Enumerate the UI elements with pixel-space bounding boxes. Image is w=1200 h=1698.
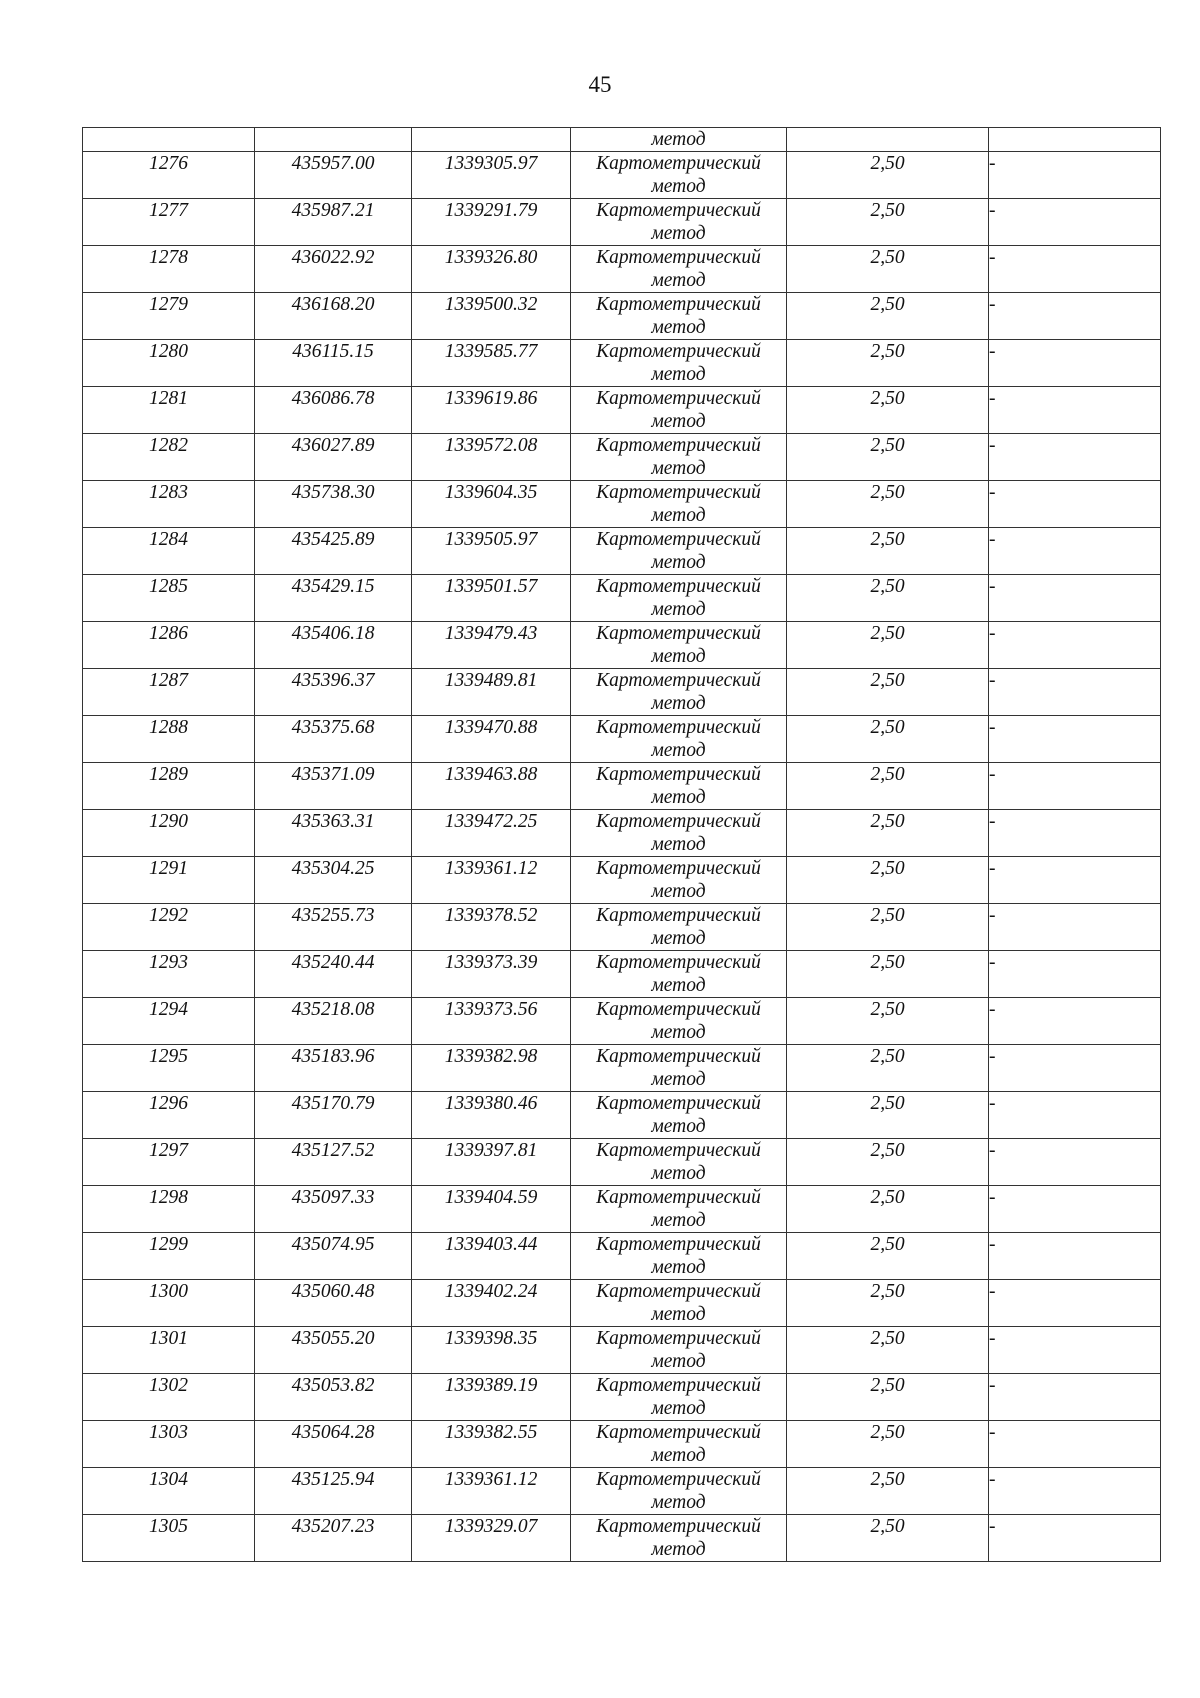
table-row <box>83 481 1161 528</box>
method-line-1: Картометрический <box>596 1375 761 1396</box>
accuracy-cell: 2,50 <box>787 1374 989 1421</box>
table-row <box>83 528 1161 575</box>
y-coordinate-cell: 1339403.44 <box>412 1233 571 1280</box>
x-coordinate-cell: 435987.21 <box>255 199 412 246</box>
note-cell: - <box>989 293 1161 340</box>
note-cell: - <box>989 716 1161 763</box>
method-line-1: Картометрический <box>596 764 761 785</box>
note-cell: - <box>989 1233 1161 1280</box>
table-row <box>83 387 1161 434</box>
method-line-2: метод <box>651 1539 706 1560</box>
table-row <box>83 246 1161 293</box>
y-coordinate-cell: 1339291.79 <box>412 199 571 246</box>
table-row <box>83 1233 1161 1280</box>
method-cell <box>571 575 787 622</box>
method-line-2: метод <box>651 1163 706 1184</box>
method-cell <box>571 951 787 998</box>
table-row <box>83 434 1161 481</box>
method-cell <box>571 152 787 199</box>
method-line-1: Картометрический <box>596 1187 761 1208</box>
x-coordinate-cell: 435170.79 <box>255 1092 412 1139</box>
table-row <box>83 152 1161 199</box>
method-line-2: метод <box>651 1304 706 1325</box>
note-cell: - <box>989 340 1161 387</box>
method-line-1: Картометрический <box>596 1046 761 1067</box>
method-cell <box>571 1280 787 1327</box>
method-line-1: Картометрический <box>596 1234 761 1255</box>
y-coordinate-cell: 1339373.39 <box>412 951 571 998</box>
method-cell <box>571 1421 787 1468</box>
point-number-cell: 1276 <box>83 152 255 199</box>
note-cell: - <box>989 763 1161 810</box>
table-row <box>83 622 1161 669</box>
method-line-2: метод <box>651 458 706 479</box>
table-row <box>83 857 1161 904</box>
accuracy-cell: 2,50 <box>787 152 989 199</box>
method-line-2: метод <box>651 693 706 714</box>
x-coordinate-cell: 435127.52 <box>255 1139 412 1186</box>
y-coordinate-cell: 1339472.25 <box>412 810 571 857</box>
table-row <box>83 1515 1161 1562</box>
accuracy-cell: 2,50 <box>787 340 989 387</box>
accuracy-cell: 2,50 <box>787 1515 989 1562</box>
table-row <box>83 810 1161 857</box>
y-coordinate-cell: 1339380.46 <box>412 1092 571 1139</box>
note-cell: - <box>989 387 1161 434</box>
method-line-2: метод <box>651 599 706 620</box>
accuracy-cell: 2,50 <box>787 1421 989 1468</box>
method-cell <box>571 763 787 810</box>
x-coordinate-cell: 435406.18 <box>255 622 412 669</box>
method-cell <box>571 340 787 387</box>
point-number-cell: 1281 <box>83 387 255 434</box>
method-cell <box>571 528 787 575</box>
note-cell: - <box>989 1045 1161 1092</box>
method-line-2: метод <box>651 176 706 197</box>
note-cell: - <box>989 246 1161 293</box>
x-coordinate-cell: 435957.00 <box>255 152 412 199</box>
point-number-cell: 1301 <box>83 1327 255 1374</box>
table-body <box>83 128 1161 1562</box>
method-line-1: Картометрический <box>596 1516 761 1537</box>
method-line-2: метод <box>651 411 706 432</box>
y-coordinate-cell: 1339361.12 <box>412 857 571 904</box>
x-coordinate-cell: 436022.92 <box>255 246 412 293</box>
method-cell <box>571 998 787 1045</box>
x-coordinate-cell: 435097.33 <box>255 1186 412 1233</box>
x-coordinate-cell: 435363.31 <box>255 810 412 857</box>
note-cell: - <box>989 998 1161 1045</box>
table-row <box>83 293 1161 340</box>
accuracy-cell: 2,50 <box>787 293 989 340</box>
note-cell: - <box>989 857 1161 904</box>
table-row <box>83 763 1161 810</box>
carryover-y-cell <box>412 128 571 152</box>
accuracy-cell: 2,50 <box>787 904 989 951</box>
method-line-2: метод <box>651 1210 706 1231</box>
point-number-cell: 1294 <box>83 998 255 1045</box>
carryover-accuracy-cell <box>787 128 989 152</box>
accuracy-cell: 2,50 <box>787 857 989 904</box>
accuracy-cell: 2,50 <box>787 1139 989 1186</box>
x-coordinate-cell: 436027.89 <box>255 434 412 481</box>
accuracy-cell: 2,50 <box>787 575 989 622</box>
note-cell: - <box>989 810 1161 857</box>
y-coordinate-cell: 1339326.80 <box>412 246 571 293</box>
method-line-1: Картометрический <box>596 1093 761 1114</box>
method-line-2: метод <box>651 787 706 808</box>
method-cell <box>571 481 787 528</box>
method-line-1: Картометрический <box>596 1422 761 1443</box>
point-number-cell: 1297 <box>83 1139 255 1186</box>
note-cell: - <box>989 528 1161 575</box>
y-coordinate-cell: 1339398.35 <box>412 1327 571 1374</box>
x-coordinate-cell: 435060.48 <box>255 1280 412 1327</box>
method-line-2: метод <box>651 364 706 385</box>
method-line-2: метод <box>651 1445 706 1466</box>
note-cell: - <box>989 1515 1161 1562</box>
accuracy-cell: 2,50 <box>787 528 989 575</box>
method-line-1: Картометрический <box>596 388 761 409</box>
point-number-cell: 1292 <box>83 904 255 951</box>
note-cell: - <box>989 152 1161 199</box>
accuracy-cell: 2,50 <box>787 622 989 669</box>
table-row <box>83 1468 1161 1515</box>
x-coordinate-cell: 435074.95 <box>255 1233 412 1280</box>
method-line-2: метод <box>651 1022 706 1043</box>
note-cell: - <box>989 1327 1161 1374</box>
accuracy-cell: 2,50 <box>787 810 989 857</box>
method-line-1: Картометрический <box>596 1281 761 1302</box>
table-row <box>83 951 1161 998</box>
table-row <box>83 1045 1161 1092</box>
x-coordinate-cell: 435396.37 <box>255 669 412 716</box>
method-line-1: Картометрический <box>596 670 761 691</box>
point-number-cell: 1296 <box>83 1092 255 1139</box>
table-row <box>83 1139 1161 1186</box>
note-cell: - <box>989 904 1161 951</box>
accuracy-cell: 2,50 <box>787 246 989 293</box>
table-row <box>83 1421 1161 1468</box>
note-cell: - <box>989 199 1161 246</box>
method-cell <box>571 1139 787 1186</box>
method-line-2: метод <box>651 223 706 244</box>
note-cell: - <box>989 951 1161 998</box>
point-number-cell: 1305 <box>83 1515 255 1562</box>
x-coordinate-cell: 436115.15 <box>255 340 412 387</box>
x-coordinate-cell: 435425.89 <box>255 528 412 575</box>
note-cell: - <box>989 622 1161 669</box>
method-cell <box>571 246 787 293</box>
point-number-cell: 1289 <box>83 763 255 810</box>
x-coordinate-cell: 435375.68 <box>255 716 412 763</box>
y-coordinate-cell: 1339470.88 <box>412 716 571 763</box>
point-number-cell: 1277 <box>83 199 255 246</box>
method-cell <box>571 1233 787 1280</box>
method-cell <box>571 1045 787 1092</box>
method-line-2: метод <box>651 552 706 573</box>
method-line-1: Картометрический <box>596 952 761 973</box>
method-line-2: метод <box>651 646 706 667</box>
method-line-2: метод <box>651 881 706 902</box>
y-coordinate-cell: 1339397.81 <box>412 1139 571 1186</box>
method-line-2: метод <box>651 505 706 526</box>
method-line-2: метод <box>651 834 706 855</box>
accuracy-cell: 2,50 <box>787 1468 989 1515</box>
method-line-1: Картометрический <box>596 294 761 315</box>
point-number-cell: 1283 <box>83 481 255 528</box>
accuracy-cell: 2,50 <box>787 1045 989 1092</box>
note-cell: - <box>989 1139 1161 1186</box>
point-number-cell: 1290 <box>83 810 255 857</box>
method-cell <box>571 387 787 434</box>
x-coordinate-cell: 435183.96 <box>255 1045 412 1092</box>
table-row <box>83 1327 1161 1374</box>
table-row <box>83 575 1161 622</box>
y-coordinate-cell: 1339479.43 <box>412 622 571 669</box>
method-line-1: Картометрический <box>596 811 761 832</box>
y-coordinate-cell: 1339389.19 <box>412 1374 571 1421</box>
method-line-1: Картометрический <box>596 482 761 503</box>
method-line-2: метод <box>651 1257 706 1278</box>
table-row <box>83 340 1161 387</box>
accuracy-cell: 2,50 <box>787 199 989 246</box>
method-line-1: Картометрический <box>596 576 761 597</box>
x-coordinate-cell: 435371.09 <box>255 763 412 810</box>
x-coordinate-cell: 435125.94 <box>255 1468 412 1515</box>
x-coordinate-cell: 435429.15 <box>255 575 412 622</box>
x-coordinate-cell: 435255.73 <box>255 904 412 951</box>
point-number-cell: 1288 <box>83 716 255 763</box>
point-number-cell: 1302 <box>83 1374 255 1421</box>
note-cell: - <box>989 1468 1161 1515</box>
table-row <box>83 998 1161 1045</box>
note-cell: - <box>989 434 1161 481</box>
method-line-1: Картометрический <box>596 153 761 174</box>
method-cell <box>571 199 787 246</box>
y-coordinate-cell: 1339378.52 <box>412 904 571 951</box>
note-cell: - <box>989 481 1161 528</box>
x-coordinate-cell: 436086.78 <box>255 387 412 434</box>
x-coordinate-cell: 435207.23 <box>255 1515 412 1562</box>
accuracy-cell: 2,50 <box>787 387 989 434</box>
y-coordinate-cell: 1339501.57 <box>412 575 571 622</box>
method-cell <box>571 669 787 716</box>
accuracy-cell: 2,50 <box>787 669 989 716</box>
carryover-method-cell: метод <box>571 128 787 152</box>
method-line-2: метод <box>651 317 706 338</box>
accuracy-cell: 2,50 <box>787 1280 989 1327</box>
method-line-1: Картометрический <box>596 623 761 644</box>
carryover-x-cell <box>255 128 412 152</box>
y-coordinate-cell: 1339402.24 <box>412 1280 571 1327</box>
method-line-1: Картометрический <box>596 435 761 456</box>
accuracy-cell: 2,50 <box>787 481 989 528</box>
coordinates-table <box>82 127 1161 1562</box>
method-line-1: Картометрический <box>596 1328 761 1349</box>
x-coordinate-cell: 436168.20 <box>255 293 412 340</box>
y-coordinate-cell: 1339305.97 <box>412 152 571 199</box>
method-line-1: Картометрический <box>596 905 761 926</box>
method-line-2: метод <box>651 1116 706 1137</box>
note-cell: - <box>989 1092 1161 1139</box>
accuracy-cell: 2,50 <box>787 1186 989 1233</box>
table-row <box>83 716 1161 763</box>
x-coordinate-cell: 435240.44 <box>255 951 412 998</box>
note-cell: - <box>989 669 1161 716</box>
method-line-1: Картометрический <box>596 529 761 550</box>
point-number-cell: 1279 <box>83 293 255 340</box>
method-cell <box>571 1092 787 1139</box>
point-number-cell: 1300 <box>83 1280 255 1327</box>
note-cell: - <box>989 1186 1161 1233</box>
x-coordinate-cell: 435064.28 <box>255 1421 412 1468</box>
accuracy-cell: 2,50 <box>787 1233 989 1280</box>
x-coordinate-cell: 435053.82 <box>255 1374 412 1421</box>
y-coordinate-cell: 1339619.86 <box>412 387 571 434</box>
point-number-cell: 1280 <box>83 340 255 387</box>
method-line-1: Картометрический <box>596 999 761 1020</box>
method-cell <box>571 1374 787 1421</box>
note-cell: - <box>989 1374 1161 1421</box>
point-number-cell: 1298 <box>83 1186 255 1233</box>
y-coordinate-cell: 1339500.32 <box>412 293 571 340</box>
y-coordinate-cell: 1339585.77 <box>412 340 571 387</box>
point-number-cell: 1285 <box>83 575 255 622</box>
method-cell <box>571 716 787 763</box>
point-number-cell: 1293 <box>83 951 255 998</box>
table-row <box>83 199 1161 246</box>
carryover-note-cell <box>989 128 1161 152</box>
table-row <box>83 1092 1161 1139</box>
x-coordinate-cell: 435738.30 <box>255 481 412 528</box>
point-number-cell: 1278 <box>83 246 255 293</box>
y-coordinate-cell: 1339505.97 <box>412 528 571 575</box>
table-row <box>83 904 1161 951</box>
y-coordinate-cell: 1339382.98 <box>412 1045 571 1092</box>
method-cell <box>571 1327 787 1374</box>
method-cell <box>571 434 787 481</box>
method-line-1: Картометрический <box>596 1469 761 1490</box>
point-number-cell: 1287 <box>83 669 255 716</box>
table-row <box>83 669 1161 716</box>
y-coordinate-cell: 1339382.55 <box>412 1421 571 1468</box>
note-cell: - <box>989 1421 1161 1468</box>
method-line-2: метод <box>651 1398 706 1419</box>
table-row <box>83 1374 1161 1421</box>
x-coordinate-cell: 435055.20 <box>255 1327 412 1374</box>
note-cell: - <box>989 1280 1161 1327</box>
carryover-num-cell <box>83 128 255 152</box>
table-row <box>83 1280 1161 1327</box>
point-number-cell: 1291 <box>83 857 255 904</box>
method-line-1: Картометрический <box>596 341 761 362</box>
y-coordinate-cell: 1339463.88 <box>412 763 571 810</box>
method-line-1: Картометрический <box>596 717 761 738</box>
table-row <box>83 1186 1161 1233</box>
y-coordinate-cell: 1339404.59 <box>412 1186 571 1233</box>
point-number-cell: 1282 <box>83 434 255 481</box>
y-coordinate-cell: 1339329.07 <box>412 1515 571 1562</box>
method-line-2: метод <box>651 270 706 291</box>
method-line-1: Картометрический <box>596 200 761 221</box>
method-line-1: Картометрический <box>596 1140 761 1161</box>
accuracy-cell: 2,50 <box>787 763 989 810</box>
method-cell <box>571 1468 787 1515</box>
method-cell <box>571 857 787 904</box>
method-line-1: Картометрический <box>596 858 761 879</box>
method-line-1: Картометрический <box>596 247 761 268</box>
y-coordinate-cell: 1339572.08 <box>412 434 571 481</box>
accuracy-cell: 2,50 <box>787 1092 989 1139</box>
method-line-2: метод <box>651 928 706 949</box>
method-cell <box>571 622 787 669</box>
method-line-2: метод <box>651 1351 706 1372</box>
method-cell <box>571 904 787 951</box>
accuracy-cell: 2,50 <box>787 434 989 481</box>
method-cell <box>571 293 787 340</box>
y-coordinate-cell: 1339361.12 <box>412 1468 571 1515</box>
y-coordinate-cell: 1339489.81 <box>412 669 571 716</box>
point-number-cell: 1295 <box>83 1045 255 1092</box>
method-cell <box>571 810 787 857</box>
method-line-2: метод <box>651 1069 706 1090</box>
y-coordinate-cell: 1339604.35 <box>412 481 571 528</box>
accuracy-cell: 2,50 <box>787 951 989 998</box>
point-number-cell: 1286 <box>83 622 255 669</box>
x-coordinate-cell: 435218.08 <box>255 998 412 1045</box>
y-coordinate-cell: 1339373.56 <box>412 998 571 1045</box>
page-number: 45 <box>588 72 612 97</box>
point-number-cell: 1299 <box>83 1233 255 1280</box>
method-line-2: метод <box>651 1492 706 1513</box>
method-line-2: метод <box>651 975 706 996</box>
x-coordinate-cell: 435304.25 <box>255 857 412 904</box>
point-number-cell: 1284 <box>83 528 255 575</box>
accuracy-cell: 2,50 <box>787 1327 989 1374</box>
carryover-row <box>83 128 1161 152</box>
method-cell <box>571 1515 787 1562</box>
method-cell <box>571 1186 787 1233</box>
point-number-cell: 1303 <box>83 1421 255 1468</box>
accuracy-cell: 2,50 <box>787 998 989 1045</box>
method-line-2: метод <box>651 740 706 761</box>
accuracy-cell: 2,50 <box>787 716 989 763</box>
point-number-cell: 1304 <box>83 1468 255 1515</box>
note-cell: - <box>989 575 1161 622</box>
